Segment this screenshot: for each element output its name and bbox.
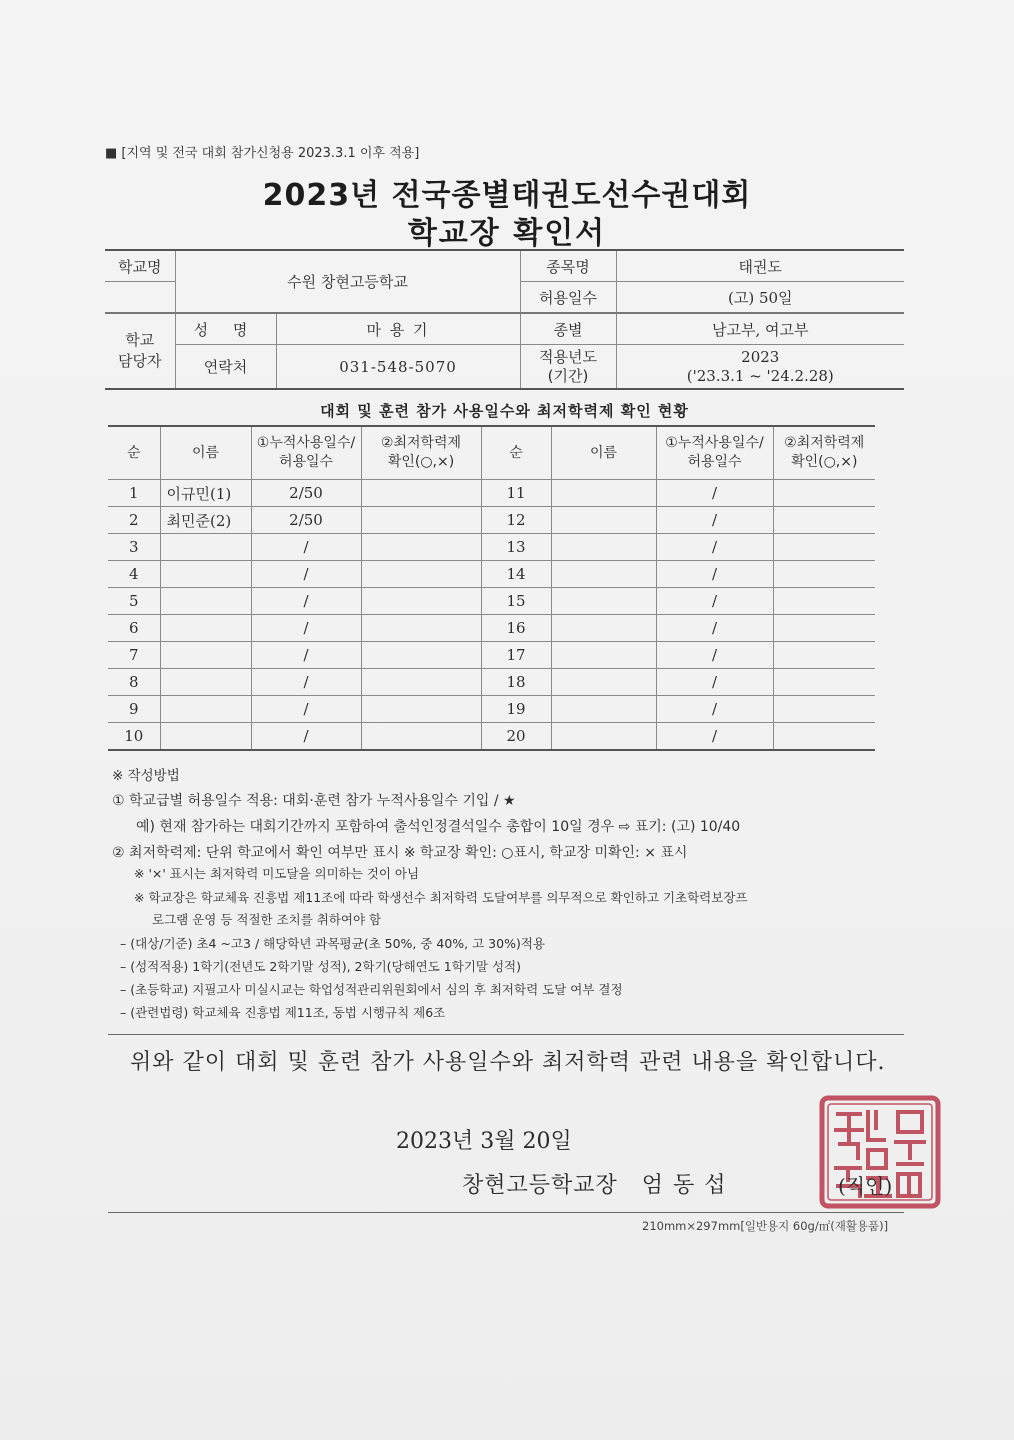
school-info-table <box>105 249 904 390</box>
note-line: 예) 현재 참가하는 대회기간까지 포함하여 출석인정결석일수 총합이 10일 경우 ⇨ 표기: (고) 10/40 <box>136 819 741 835</box>
row-no-2: 19 <box>481 696 551 723</box>
header-academic-2-line2: 확인(○,×) <box>791 454 858 470</box>
row-name-2 <box>551 696 656 723</box>
school-name-value: 수원 창현고등학교 <box>175 250 520 313</box>
row-name: 이규민(1) <box>160 480 251 507</box>
row-no: 5 <box>108 588 160 615</box>
note-line: – (성적적용) 1학기(전년도 2학기말 성적), 2학기(당해연도 1학기말 성적) <box>120 959 521 974</box>
row-name: 최민준(2) <box>160 507 251 534</box>
year-label-line2: (기간) <box>547 366 589 385</box>
row-no-2: 11 <box>481 480 551 507</box>
row-name <box>160 588 251 615</box>
row-check-2 <box>773 480 875 507</box>
document-title: 2023년 전국종별태권도선수권대회 <box>262 178 752 213</box>
row-days-2: / <box>656 480 773 507</box>
row-days: / <box>251 669 361 696</box>
header-academic-line2: 확인(○,×) <box>387 454 455 470</box>
row-name <box>160 561 251 588</box>
row-check-2 <box>773 615 875 642</box>
allowed-days-label: 허용일수 <box>520 282 616 314</box>
row-days-2: / <box>656 534 773 561</box>
row-check-2 <box>773 534 875 561</box>
row-check <box>361 723 481 751</box>
row-check <box>361 696 481 723</box>
period-value: ('23.3.1 ~ '24.2.28) <box>686 366 834 385</box>
row-no-2: 12 <box>481 507 551 534</box>
header-academic-2 <box>773 426 875 480</box>
row-no: 6 <box>108 615 160 642</box>
signer-name: 엄동섭 <box>641 1173 736 1198</box>
row-days: / <box>251 561 361 588</box>
row-name <box>160 534 251 561</box>
row-no-2: 15 <box>481 588 551 615</box>
row-no-2: 20 <box>481 723 551 751</box>
row-name-2 <box>551 615 656 642</box>
manager-name-value: 마 용 기 <box>276 313 520 345</box>
table-row <box>108 615 875 642</box>
header-name: 이름 <box>160 426 251 480</box>
manager-label-line2: 담당자 <box>118 352 162 370</box>
header-academic-line1: ②최저학력제 <box>380 435 462 451</box>
row-no: 8 <box>108 669 160 696</box>
row-no: 7 <box>108 642 160 669</box>
note-line: – (대상/기준) 초4 ~고3 / 해당학년 과목평균(초 50%, 중 40%, 고 30%)적용 <box>120 936 545 951</box>
table-row <box>108 534 875 561</box>
header-academic-2-line1: ②최저학력제 <box>784 435 865 451</box>
row-check-2 <box>773 723 875 751</box>
table-row <box>108 561 875 588</box>
row-check <box>361 480 481 507</box>
header-days-2 <box>656 426 773 480</box>
note-line: ※ 학교장은 학교체육 진흥법 제11조에 따라 학생선수 최저학력 도달여부를 의무적으로 확인하고 기초학력보장프 <box>134 890 748 905</box>
year-label <box>520 345 616 390</box>
name-label: 성 명 <box>175 313 276 345</box>
category-value: 남고부, 여고부 <box>616 313 904 345</box>
row-days-2: / <box>656 615 773 642</box>
table-row <box>108 507 875 534</box>
table-row <box>108 696 875 723</box>
school-name-label-cont <box>105 282 175 314</box>
row-check <box>361 561 481 588</box>
row-name <box>160 669 251 696</box>
row-name <box>160 723 251 751</box>
row-days: 2/50 <box>251 507 361 534</box>
table-row <box>108 723 875 751</box>
signature-line <box>462 1168 736 1199</box>
header-academic <box>361 426 481 480</box>
roster-table <box>108 425 875 751</box>
row-name-2 <box>551 669 656 696</box>
contact-value: 031-548-5070 <box>276 345 520 390</box>
row-check-2 <box>773 669 875 696</box>
row-no: 1 <box>108 480 160 507</box>
row-name-2 <box>551 642 656 669</box>
seal-label: (직인) <box>838 1174 893 1198</box>
row-no: 2 <box>108 507 160 534</box>
row-days: / <box>251 588 361 615</box>
confirmation-text: 위와 같이 대회 및 훈련 참가 사용일수와 최저학력 관련 내용을 확인합니다. <box>130 1050 886 1075</box>
row-days: 2/50 <box>251 480 361 507</box>
table-row <box>108 588 875 615</box>
row-no: 9 <box>108 696 160 723</box>
row-name-2 <box>551 723 656 751</box>
school-name-label: 학교명 <box>105 250 175 282</box>
allowed-days-value: (고) 50일 <box>616 282 904 314</box>
row-no: 4 <box>108 561 160 588</box>
header-days <box>251 426 361 480</box>
row-check <box>361 534 481 561</box>
row-name-2 <box>551 561 656 588</box>
header-no-2: 순 <box>481 426 551 480</box>
row-name <box>160 696 251 723</box>
header-days-2-line2: 허용일수 <box>687 454 742 470</box>
row-days-2: / <box>656 723 773 751</box>
footer-divider <box>108 1212 904 1213</box>
row-name <box>160 642 251 669</box>
row-name-2 <box>551 480 656 507</box>
row-name-2 <box>551 534 656 561</box>
header-days-line1: ①누적사용일수/ <box>256 435 356 451</box>
row-days-2: / <box>656 588 773 615</box>
row-check-2 <box>773 696 875 723</box>
signer-role: 창현고등학교장 <box>462 1173 618 1198</box>
row-check <box>361 507 481 534</box>
row-days: / <box>251 615 361 642</box>
manager-label <box>105 313 175 389</box>
document-subtitle: 학교장 확인서 <box>407 216 607 251</box>
row-check <box>361 615 481 642</box>
row-check <box>361 669 481 696</box>
year-label-line1: 적용년도 <box>539 347 597 366</box>
header-name-2: 이름 <box>551 426 656 480</box>
header-days-line2: 허용일수 <box>278 454 334 470</box>
row-no: 10 <box>108 723 160 751</box>
row-days-2: / <box>656 507 773 534</box>
divider <box>108 1034 904 1035</box>
header-no: 순 <box>108 426 160 480</box>
event-label: 종목명 <box>520 250 616 282</box>
confirmation-date: 2023년 3월 20일 <box>396 1129 572 1154</box>
paper-spec: 210mm×297mm[일반용지 60g/㎡(재활용품)] <box>642 1219 889 1233</box>
row-name-2 <box>551 588 656 615</box>
note-line: 로그램 운영 등 적절한 조치를 취하여야 함 <box>152 912 382 927</box>
row-name <box>160 615 251 642</box>
row-no-2: 14 <box>481 561 551 588</box>
event-value: 태권도 <box>616 250 904 282</box>
note-line: ① 학교급별 허용일수 적용: 대회·훈련 참가 누적사용일수 기입 / ★ <box>112 793 516 809</box>
year-value-cell <box>616 345 904 390</box>
row-name-2 <box>551 507 656 534</box>
row-check <box>361 588 481 615</box>
contact-label: 연락처 <box>175 345 276 390</box>
row-check <box>361 642 481 669</box>
row-days-2: / <box>656 642 773 669</box>
row-check-2 <box>773 588 875 615</box>
year-value: 2023 <box>741 347 780 366</box>
row-days-2: / <box>656 669 773 696</box>
notes-heading: ※ 작성방법 <box>112 768 180 784</box>
row-check-2 <box>773 642 875 669</box>
row-days-2: / <box>656 696 773 723</box>
row-no: 3 <box>108 534 160 561</box>
table-row <box>108 480 875 507</box>
row-days: / <box>251 696 361 723</box>
category-label: 종별 <box>520 313 616 345</box>
table-row <box>108 669 875 696</box>
row-no-2: 17 <box>481 642 551 669</box>
row-no-2: 18 <box>481 669 551 696</box>
manager-label-line1: 학교 <box>125 331 155 349</box>
roster-title: 대회 및 훈련 참가 사용일수와 최저학력제 확인 현황 <box>320 402 689 420</box>
row-check-2 <box>773 561 875 588</box>
row-days: / <box>251 642 361 669</box>
usage-note: ■ [지역 및 전국 대회 참가신청용 2023.3.1 이후 적용] <box>105 146 420 161</box>
note-line: – (관련법령) 학교체육 진흥법 제11조, 동법 시행규칙 제6조 <box>120 1005 446 1020</box>
header-days-2-line1: ①누적사용일수/ <box>665 435 764 451</box>
row-no-2: 13 <box>481 534 551 561</box>
note-line: ② 최저학력제: 단위 학교에서 확인 여부만 표시 ※ 학교장 확인: ○표시, 학교장 미확인: × 표시 <box>112 845 688 861</box>
note-line: – (초등학교) 지필고사 미실시교는 학업성적관리위원회에서 심의 후 최저학력 도달 여부 결정 <box>120 982 623 997</box>
row-no-2: 16 <box>481 615 551 642</box>
row-days: / <box>251 534 361 561</box>
note-line: ※ '×' 표시는 최저학력 미도달을 의미하는 것이 아님 <box>134 866 420 881</box>
row-days-2: / <box>656 561 773 588</box>
row-check-2 <box>773 507 875 534</box>
table-row <box>108 642 875 669</box>
row-days: / <box>251 723 361 751</box>
